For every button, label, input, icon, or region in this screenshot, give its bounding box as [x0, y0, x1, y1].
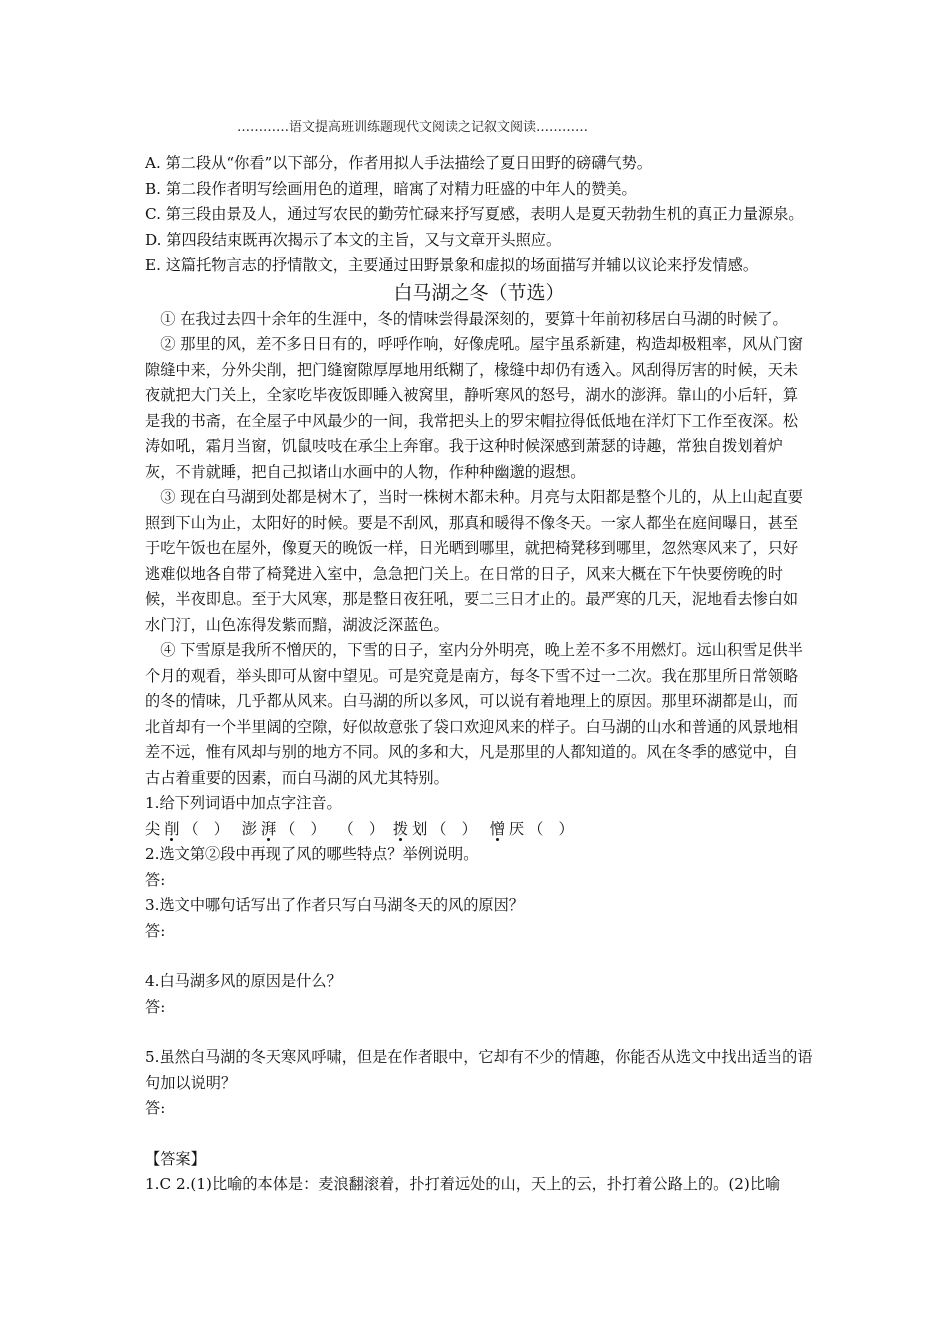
answer-text: 1.C 2.(1)比喻的本体是：麦浪翻滚着，扑打着远处的山，天上的云，扑打着公路上的。(2)比喻	[145, 1175, 781, 1193]
answer-label-4: 答:	[145, 997, 166, 1016]
document-body	[145, 151, 813, 1198]
word-char: 划	[412, 819, 428, 838]
question-1: 1.给下列词语中加点字注音。	[145, 794, 342, 812]
question-4: 4.白马湖多风的原因是什么？	[145, 972, 342, 990]
question-5: 5.虽然白马湖的冬天寒风呼啸，但是在作者眼中，它却有不少的情趣，你能否从选文中找出适当的语句加以说明？	[145, 1048, 813, 1092]
word-jianxiao	[145, 820, 233, 838]
article-paragraph-2: ② 那里的风，差不多日日有的，呼呼作响，好像虎吼。屋宇虽系新建，构造却极粗率，风从门窗隙缝中来，分外尖削，把门缝窗隙厚厚地用纸糊了，椽缝中却仍有透入。风刮得厉害的时候，天未夜就把大门关上，全家吃毕夜饭即睡入被窝里，静听寒风的怒号，湖水的澎湃。靠山的小后轩，算是我的书斋，在全屋子中风最少的一间，我常把头上的罗宋帽拉得低低地在洋灯下工作至夜深。松涛如吼，霜月当窗，饥鼠吱吱在承尘上奔窜。我于这种时候深感到萧瑟的诗趣，常独自拨划着炉灰，不肯就睡，把自己拟诸山水画中的人物，作种种幽邈的遐想。	[145, 335, 803, 481]
answer-heading: 【答案】	[145, 1149, 206, 1168]
header-text: …………语文提高班训练题现代文阅读之记叙文阅读…………	[236, 120, 588, 135]
option-b: B. 第二段作者明写绘画用色的道理，暗寓了对精力旺盛的中年人的赞美。	[145, 179, 637, 198]
option-d: D. 第四段结束既再次揭示了本文的主旨，又与文章开头照应。	[145, 230, 562, 249]
article-paragraph-4: ④ 下雪原是我所不憎厌的，下雪的日子，室内分外明亮，晚上差不多不用燃灯。远山积雪足供半个月的观看，举头即可从窗中望见。可是究竟是南方，每冬下雪不过一二次。我在那里所日常领略的冬的情味，几乎都从风来。白马湖的所以多风，可以说有着地理上的原因。那里环湖都是山，而北首却有一个半里阔的空隙，好似故意张了袋口欢迎风来的样子。白马湖的山水和普通的风景地相差不远，惟有风却与别的地方不同。风的多和大，凡是那里的人都知道的。风在冬季的感觉中，自古占着重要的因素，而白马湖的风尤其特别。	[145, 641, 803, 787]
article-paragraph-1: ① 在我过去四十余年的生涯中，冬的情味尝得最深刻的，要算十年前初移居白马湖的时候了。	[160, 309, 788, 328]
word-blank: （ ）	[338, 819, 385, 838]
word-zengyan	[490, 820, 578, 838]
word-bohua	[393, 820, 481, 838]
word-char: 澎	[241, 819, 257, 838]
option-e: E. 这篇托物言志的抒情散文，主要通过田野景象和虚拟的场面描写并辅以议论来抒发情感。	[145, 256, 759, 274]
dotted-char: 拨	[392, 819, 409, 838]
spacer	[145, 1020, 813, 1045]
answer-label-5: 答:	[145, 1099, 166, 1117]
answer-blank: （ ）	[431, 819, 477, 838]
question-2: 2.选文第②段中再现了风的哪些特点？举例说明。	[145, 845, 479, 863]
answer-blank: （ ）	[528, 819, 574, 838]
spacer	[145, 944, 813, 969]
answer-blank: （ ）	[183, 819, 229, 838]
question-3: 3.选文中哪句话写出了作者只写白马湖冬天的风的原因？	[145, 896, 524, 914]
dotted-char: 憎	[489, 819, 505, 838]
dotted-char: 湃	[260, 819, 277, 838]
article-paragraph-3: ③ 现在白马湖到处都是树木了，当时一株树木都未种。月亮与太阳都是整个儿的，从上山起直要照到下山为止，太阳好的时候。要是不刮风，那真和暖得不像冬天。一家人都坐在庭间曝日，甚至于吃午饭也在屋外，像夏天的晚饭一样，日光晒到哪里，就把椅凳移到哪里，忽然寒风来了，只好逃难似地各自带了椅凳进入室中，急急把门关上。在日常的日子，风来大概在下午快要傍晚的时候，半夜即息。至于大风寒，那是整日夜狂吼，要二三日才止的。最严寒的几天，泥地看去惨白如水门汀，山色冻得发紫而黯，湖波泛深蓝色。	[145, 488, 803, 634]
article-title: 白马湖之冬（节选）	[393, 281, 565, 304]
answer-blank: （ ）	[280, 819, 326, 838]
page-header	[0, 116, 680, 135]
word-char: 尖	[145, 819, 161, 838]
spacer	[145, 1122, 813, 1147]
answer-label-3: 答:	[145, 921, 166, 940]
word-pengpai	[242, 820, 330, 838]
dotted-char: 削	[164, 819, 180, 838]
word-char: 厌	[508, 819, 525, 838]
option-c: C. 第三段由景及人，通过写农民的勤劳忙碌来抒写夏感，表明人是夏天勃勃生机的真正力量源泉。	[145, 205, 804, 223]
option-a: A. 第二段从“你看”以下部分，作者用拟人手法描绘了夏日田野的磅礴气势。	[145, 154, 652, 172]
question-1-words	[145, 817, 813, 843]
answer-label-2: 答:	[145, 870, 166, 889]
